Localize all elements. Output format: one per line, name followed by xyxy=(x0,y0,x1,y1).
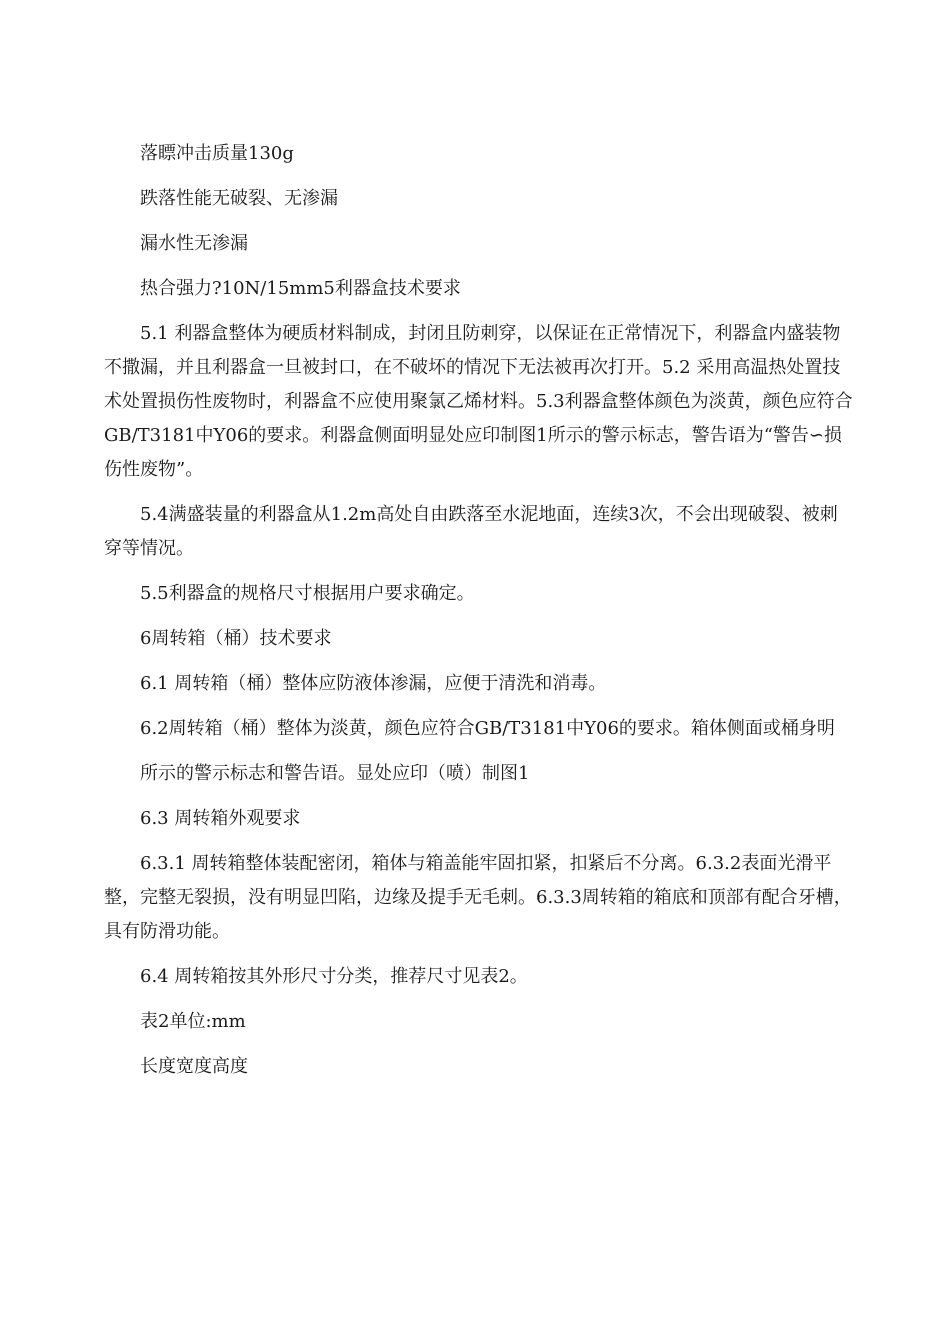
paragraph-drop-impact-mass: 落瞟冲击质量130g xyxy=(140,143,294,164)
paragraph-5-5: 5.5利器盒的规格尺寸根据用户要求确定。 xyxy=(140,583,475,604)
table-caption: 表2单位:mm xyxy=(140,1011,246,1032)
paragraph-6-1: 6.1 周转箱（桶）整体应防液体渗漏，应便于清洗和消毒。 xyxy=(140,673,607,694)
paragraph-6-4: 6.4 周转箱按其外形尺寸分类，推荐尺寸见表2。 xyxy=(140,966,528,987)
paragraph-6-2: 6.2周转箱（桶）整体为淡黄，颜色应符合GB/T3181中Y06的要求。箱体侧面或桶身明 xyxy=(140,718,835,739)
table-header-row: 长度宽度高度 xyxy=(140,1056,248,1077)
heading-6-3: 6.3 周转箱外观要求 xyxy=(140,808,301,829)
paragraph-5-4: 5.4满盛装量的利器盒从1.2m高处自由跌落至水泥地面，连续3次，不会出现破裂、被刺穿等情况。 xyxy=(104,504,838,559)
paragraph-heat-seal-strength: 热合强力?10N/15mm5利器盒技术要求 xyxy=(140,278,461,299)
paragraph-drop-performance: 跌落性能无破裂、无渗漏 xyxy=(140,188,338,209)
paragraph-leakage: 漏水性无渗漏 xyxy=(140,233,248,254)
paragraph-6-2-continued: 所示的警示标志和警告语。显处应印（喷）制图1 xyxy=(140,763,530,784)
paragraph-6-3-1: 6.3.1 周转箱整体装配密闭，箱体与箱盖能牢固扣紧，扣紧后不分离。6.3.2表面光滑平整，完整无裂损，没有明显凹陷，边缘及提手无毛刺。6.3.3周转箱的箱底和顶部有配合牙槽，具有防滑功能。 xyxy=(104,853,852,942)
document-body xyxy=(104,137,854,1095)
heading-section-6: 6周转箱（桶）技术要求 xyxy=(140,628,332,649)
paragraph-5-1: 5.1 利器盒整体为硬质材料制成，封闭且防刺穿，以保证在正常情况下，利器盒内盛装物不撒漏，并且利器盒一旦被封口，在不破坏的情况下无法被再次打开。5.2 采用高温热处置技术处置损伤性废物时，利器盒不应使用聚氯乙烯材料。5.3利器盒整体颜色为淡黄，颜色应符合GB/T3181中Y06的要求。利器盒侧面明显处应印制图1所示的警示标志，警告语为“警告∽损伤性废物”。 xyxy=(104,323,853,480)
